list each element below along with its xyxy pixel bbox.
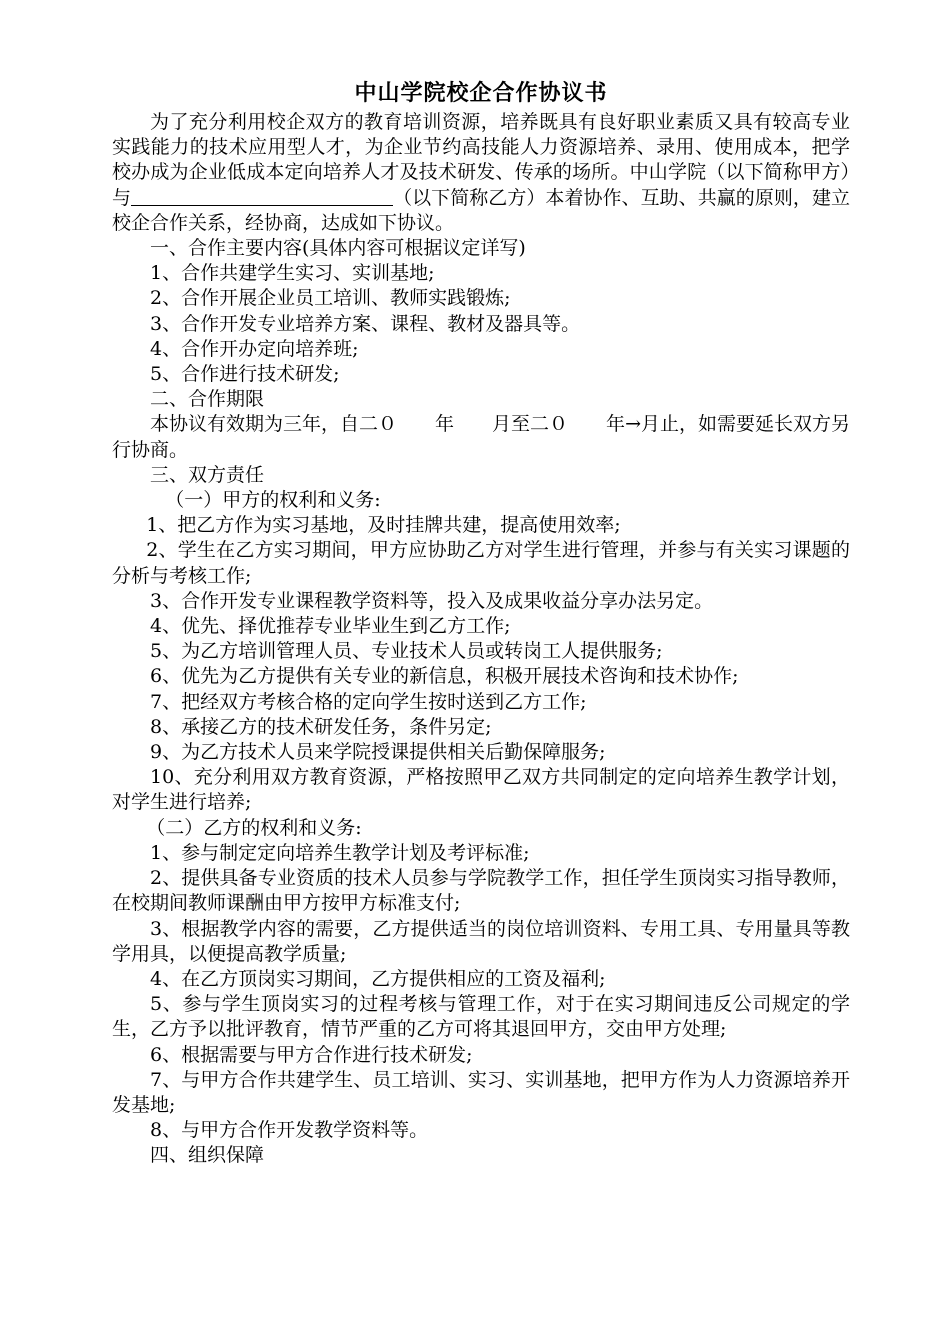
party-a-item: 9、为乙方技术人员来学院授课提供相关后勤保障服务; [150,741,606,764]
section1-item: 3、合作开发专业培养方案、课程、教材及器具等。 [150,312,581,335]
party-a-heading: （一）甲方的权利和义务: [165,489,381,512]
party-b-heading: （二）乙方的权利和义务: [146,816,362,839]
party-b-item: 8、与甲方合作开发教学资料等。 [150,1119,429,1142]
party-a-item: 2、学生在乙方实习期间，甲方应协助乙方对学生进行管理，并参与有关实习课题的分析与考核工作; [112,539,850,587]
intro-paragraph [112,110,850,236]
term-month-label: 月至二０ [492,413,569,436]
section2-term-text [112,412,850,462]
term-text-end: 月止，如需要延长双方另行协商。 [112,413,850,461]
party-b-item: 1、参与制定定向培养生教学计划及考评标准; [150,841,530,864]
section4-heading: 四、组织保障 [150,1144,265,1167]
party-a-item: 6、优先为乙方提供有关专业的新信息，积极开展技术咨询和技术协作; [150,665,739,688]
party-a-item: 7、把经双方考核合格的定向学生按时送到乙方工作; [150,690,587,713]
party-b-item: 2、提供具备专业资质的技术人员参与学院教学工作，担任学生顶岗实习指导教师，在校期间教师课酬由甲方按甲方标准支付; [112,867,850,915]
intro-text: 为了充分利用校企双方的教育培训资源，培养既具有良好职业素质又具有较高专业实践能力的技术应用型人才，为企业节约高技能人力资源培养、录用、使用成本，把学校办成为企业低成本定向培养人才及技术研发、传承的场所。中山学院（以下简称甲方）与 [112,111,850,209]
party-a-item: 10、充分利用双方教育资源，严格按照甲乙双方共同制定的定向培养生教学计划，对学生进行培养; [112,766,850,814]
arrow-mark-icon: → [625,413,641,436]
party-a-item: 4、优先、择优推荐专业毕业生到乙方工作; [150,615,511,638]
section1-item: 4、合作开办定向培养班; [150,337,359,360]
section3-heading: 三、双方责任 [150,463,265,486]
party-a-item: 3、合作开发专业课程教学资料等，投入及成果收益分享办法另定。 [150,589,714,612]
party-b-name-blank[interactable] [131,187,393,206]
party-b-item: 3、根据教学内容的需要，乙方提供适当的岗位培训资料、专用工具、专用量具等教学用具，以便提高教学质量; [112,917,850,965]
party-a-item: 5、为乙方培训管理人员、专业技术人员或转岗工人提供服务; [150,640,663,663]
term-year-label-2: 年 [606,413,626,436]
section1-item: 5、合作进行技术研发; [150,363,340,386]
party-b-item: 7、与甲方合作共建学生、员工培训、实习、实训基地，把甲方作为人力资源培养开发基地; [112,1068,850,1116]
term-year-label: 年 [435,413,455,436]
intro-text-continued: （以下简称乙方）本着协作、互助、共赢的原则，建立校企合作关系，经协商，达成如下协议。 [112,186,850,234]
document-title: 中山学院校企合作协议书 [354,80,608,106]
section1-heading: 一、合作主要内容(具体内容可根据议定详写) [150,237,526,260]
party-a-item: 8、承接乙方的技术研发任务，条件另定; [150,715,492,738]
term-text-start: 本协议有效期为三年，自二０ [150,413,398,436]
party-b-item: 4、在乙方顶岗实习期间，乙方提供相应的工资及福利; [150,967,606,990]
party-a-item: 1、把乙方作为实习基地，及时挂牌共建，提高使用效率; [146,514,621,537]
section1-item: 1、合作共建学生实习、实训基地; [150,262,435,285]
section2-heading: 二、合作期限 [150,388,265,411]
party-b-item: 6、根据需要与甲方合作进行技术研发; [150,1043,473,1066]
section1-item: 2、合作开展企业员工培训、教师实践锻炼; [150,287,511,310]
party-b-item: 5、参与学生顶岗实习的过程考核与管理工作，对于在实习期间违反公司规定的学生，乙方予以批评教育，情节严重的乙方可将其退回甲方，交由甲方处理; [112,993,850,1041]
